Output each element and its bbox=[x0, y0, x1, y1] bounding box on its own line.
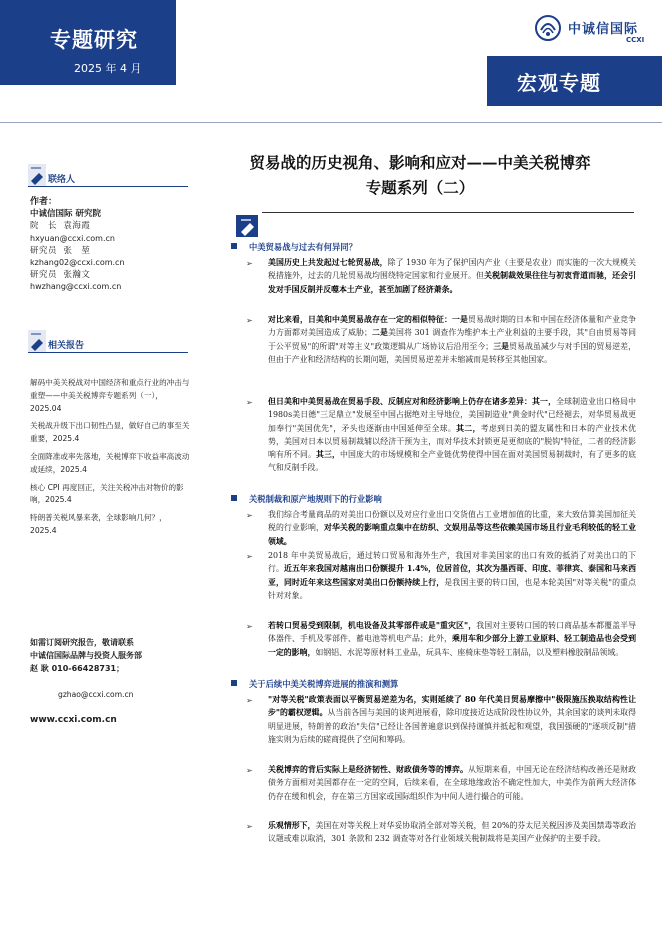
s3-p3-bold: 乐观情形下， bbox=[268, 821, 316, 830]
arrow-bullet-icon: ➢ bbox=[246, 696, 253, 705]
s2-p3-text: 我国对主要转口国的转口商品基本都覆盖半导体器件、手机及零部件、蓄电池等机电产品；此外， bbox=[268, 621, 636, 644]
contacts-icon bbox=[28, 164, 46, 186]
section-3-heading bbox=[231, 678, 398, 690]
arrow-bullet-icon: ➢ bbox=[246, 552, 253, 561]
s3-paragraph-3 bbox=[268, 819, 636, 846]
s3-p2-bold: 关税博弈的背后实际上是经济韧性、财政债务等的博弈。 bbox=[268, 765, 469, 774]
s2-p2-text2: 是我国主要的转口国，也是本轮美国"对等关税"的重点针对对象。 bbox=[268, 577, 636, 600]
brand-logo bbox=[534, 12, 656, 46]
section-2-title: 关税制裁和原产地规则下的行业影响 bbox=[249, 494, 382, 504]
brand-name: 中诚信国际 bbox=[568, 22, 639, 37]
related-heading bbox=[28, 330, 188, 352]
bullet-square-icon bbox=[231, 243, 237, 249]
contacts-block bbox=[30, 196, 190, 294]
arrow-bullet-icon: ➢ bbox=[246, 316, 253, 325]
arrow-bullet-icon: ➢ bbox=[246, 511, 253, 520]
person-role: 研究员 bbox=[30, 245, 58, 256]
section-1-heading bbox=[231, 241, 357, 253]
s1-paragraph-2 bbox=[268, 313, 636, 366]
institution: 中诚信国际 研究院 bbox=[30, 209, 101, 220]
author-label: 作者： bbox=[30, 197, 58, 207]
s1-p2-bold2: 二是 bbox=[371, 328, 389, 338]
bullet-square-icon bbox=[231, 680, 237, 686]
subscribe-block bbox=[30, 636, 190, 701]
s1-p2-bold: 对比来看，日美和中美贸易战存在一定的相似特征：一是 bbox=[268, 315, 469, 324]
arrow-bullet-icon: ➢ bbox=[246, 822, 253, 831]
subscribe-gap bbox=[30, 675, 190, 688]
related-report-item[interactable]: 解码中美关税战对中国经济和重点行业的冲击与重塑——中美关税博弈专题系列（一），2025.04 bbox=[30, 378, 190, 413]
related-report-item[interactable]: 全面降准或率先落地，关税博弈下收益率高波动或延续，2025.4 bbox=[30, 451, 190, 474]
arrow-bullet-icon: ➢ bbox=[246, 622, 253, 631]
bullet-square-icon bbox=[231, 495, 237, 501]
s1-p1-text: 除了 1930 年为了保护国内产业（主要是农业）而实施的一次大规模关税措施外，过去的几轮贸易战均围绕特定国家和行业展开。但 bbox=[268, 258, 636, 281]
website-link[interactable]: www.ccxi.com.cn bbox=[30, 715, 117, 725]
s2-p2-bold: 近五年来我国对越南出口份额提升 1.4%，位居首位，其次为墨西哥、印度、菲律宾、泰国和马来西亚，同时近年来这些国家对美出口份额持续上行， bbox=[268, 564, 636, 587]
s1-p3-text: 全球制造业出口格局中1980s美日德"三足鼎立"发展至中国占据绝对主导地位，美国制造业"黄金时代"已经褪去，对华贸易战更加奉行"美国优先"，矛头也逐渐由中国延伸至全球。 bbox=[268, 397, 636, 433]
s1-p1-bold: 美国历史上共发起过七轮贸易战， bbox=[268, 258, 388, 267]
arrow-bullet-icon: ➢ bbox=[246, 398, 253, 407]
person-email[interactable]: hxyuan@ccxi.com.cn bbox=[30, 233, 115, 243]
brand-en: CCXI bbox=[626, 36, 645, 44]
s1-p3-text3: 中国庞大的市场规模和全产业链优势使得中国在面对美国贸易制裁时，有了更多的底气和反制手段。 bbox=[268, 450, 636, 473]
related-reports bbox=[30, 377, 190, 543]
related-reports-icon bbox=[28, 330, 46, 352]
s3-paragraph-2 bbox=[268, 763, 636, 803]
s2-p1-bold: 对华关税的影响重点集中在纺织、文娱用品等这些依赖美国市场且行业毛利较低的轻工业领域。 bbox=[268, 523, 636, 546]
related-report-item[interactable]: 特朗普关税风暴来袭，全球影响几何？，2025.4 bbox=[30, 513, 167, 535]
person-1 bbox=[30, 220, 190, 232]
s2-paragraph-3 bbox=[268, 619, 636, 659]
contacts-heading-rule bbox=[28, 186, 188, 187]
s1-p2-text2: 美国将 301 调查作为维护本土产业利益的主要手段，其"自由贸易等同于公平贸易"的所谓"对等主义"政策逻辑从广场协议后沿用至今； bbox=[268, 328, 636, 351]
s1-paragraph-1 bbox=[268, 256, 636, 296]
s3-paragraph-1 bbox=[268, 693, 636, 746]
topic-banner bbox=[487, 56, 662, 106]
s2-p1-text: 我们综合考量商品的对美出口份额以及对应行业出口交货值占工业增加值的比重，来大致估算美国加征关税的行业影响， bbox=[268, 510, 636, 533]
section-1-title: 中美贸易战与过去有何异同？ bbox=[249, 242, 357, 252]
summary-top-rule bbox=[262, 212, 634, 213]
contacts-heading bbox=[28, 164, 188, 186]
s2-paragraph-1 bbox=[268, 508, 636, 548]
s2-p3-bold: 若转口贸易受到限制，机电设备及其零部件或是"重灾区"， bbox=[268, 621, 477, 630]
s1-p3-bold: 但日美和中美贸易战在贸易手段、反制应对和经济影响上仍存在诸多差异：其一， bbox=[268, 397, 557, 406]
person-3 bbox=[30, 269, 190, 281]
section-3-title: 关于后续中美关税博弈进展的推演和测算 bbox=[249, 679, 399, 689]
subscribe-line-1: 如需订阅研究报告，敬请联系 bbox=[30, 638, 134, 647]
s1-p3-bold3: 其三， bbox=[316, 450, 341, 460]
arrow-bullet-icon: ➢ bbox=[246, 766, 253, 775]
person-role: 研究员 bbox=[30, 270, 58, 281]
title-line-2: 专题系列（二） bbox=[365, 178, 475, 197]
s1-p3-text2: 考虑到日美的盟友属性和日本的产业技术优势，美国对日本以贸易制裁辅以经济干预为主，而对华技术封锁更是更彻底的"脱钩"特征，二者的经济影响有所不同。 bbox=[268, 423, 636, 460]
subscribe-contact: 赵 耿 010-66428731； bbox=[30, 664, 125, 673]
person-email[interactable]: hwzhang@ccxi.com.cn bbox=[30, 282, 122, 292]
s3-p1-bold: "对等关税"政策表面以平衡贸易逆差为名，实则延续了 80 年代美日贸易摩擦中"极限施压换取结构性让步"的霸权逻辑。 bbox=[268, 695, 636, 718]
contacts-heading-label: 联络人 bbox=[48, 175, 76, 185]
header-divider bbox=[0, 122, 662, 123]
title-line-1: 贸易战的历史视角、影响和应对——中美关税博弈 bbox=[249, 153, 591, 172]
section-2-heading bbox=[231, 493, 382, 505]
s2-p3-bold2: 乘用车和少部分上游工业原料、轻工制造品也会受到一定的影响， bbox=[268, 634, 636, 657]
s1-paragraph-3 bbox=[268, 395, 636, 475]
person-name: 袁海霞 bbox=[63, 221, 91, 232]
s3-p3-text: 美国在对等关税上对华妥协取消全部对等关税，但 20%的芬太尼关税因涉及美国禁毒等政治议题或难以取消，301 条款和 232 调查等对各行业领域关税制裁将是美国产业保护的主要手段。 bbox=[268, 821, 636, 844]
s1-p2-text: 贸易战时期的日本和中国在经济体量和产业竞争力方面都对美国造成了威胁； bbox=[268, 315, 636, 338]
person-email[interactable]: kzhang02@ccxi.com.cn bbox=[30, 258, 125, 268]
s2-paragraph-2 bbox=[268, 549, 636, 602]
brand-logo-icon bbox=[534, 14, 562, 42]
page-title bbox=[200, 150, 640, 200]
report-type: 专题研究 bbox=[50, 28, 138, 52]
s1-p1-bold2: 关税制裁效果往往与初衷背道而驰，还会引发对手国反制并反噬本土产业，甚至加剧了经济萧条。 bbox=[268, 271, 636, 294]
section-marker-icon bbox=[236, 215, 258, 237]
related-report-item[interactable]: 关税战升级下出口韧性凸显，做好自己的事至关重要，2025.4 bbox=[30, 421, 190, 444]
subscribe-line-2: 中诚信国际品牌与投资人服务部 bbox=[30, 651, 142, 660]
related-heading-label: 相关报告 bbox=[48, 341, 85, 351]
person-role: 院 长 bbox=[30, 221, 58, 232]
s1-p2-bold3: 三是 bbox=[493, 341, 510, 351]
s2-p3-text2: 如钢铝、水泥等原材料工业品，玩具车、座椅床垫等轻工制品，以及塑料橡胶制品领域。 bbox=[315, 647, 624, 657]
arrow-bullet-icon: ➢ bbox=[246, 259, 253, 268]
related-report-item[interactable]: 核心 CPI 再度回正，关注关税冲击对物价的影响，2025.4 bbox=[30, 482, 184, 505]
related-heading-rule bbox=[28, 352, 188, 353]
s2-p2-text: 2018 年中美贸易战后，通过转口贸易和海外生产，我国对非美国家的出口有效的抵消了对美出口的下行。 bbox=[268, 551, 636, 574]
s1-p2-text3: 贸易战虽减少与对手国的贸易逆差，但由于产业和经济结构的长期问题，美国贸易逆差并未缩减而是转移至其他国家。 bbox=[268, 341, 636, 364]
person-2 bbox=[30, 245, 190, 257]
s3-p1-text: 从当前各国与美国的谈判进展看，除印度接近达成阶段性协议外，其余国家的谈判未取得明显进展，特朗普的政治"失信"已经让各国普遍意识到保持谨慎并抵起和观望，我国强硬的"逐项反制"措施实则为后续的磋商提供了空间和筹码。 bbox=[268, 708, 636, 744]
subscribe-email[interactable]: gzhao@ccxi.com.cn bbox=[58, 690, 134, 699]
person-name: 张瀚文 bbox=[63, 270, 91, 281]
s3-p2-text: 从短期来看，中国无论在经济结构改善还是财政债务方面相对美国都存在一定的空间，后续来看，在全球地缘政治不确定性加大，中美作为前两大经济体仍存在缓和机会，存在第三方国家或国际组织作为中间人进行撮合的可能。 bbox=[268, 765, 636, 801]
topic-label: 宏观专题 bbox=[517, 71, 601, 95]
s1-p3-bold2: 其二， bbox=[456, 423, 481, 433]
person-name: 张 堃 bbox=[63, 245, 91, 256]
header-banner bbox=[0, 0, 176, 85]
report-date: 2025 年 4 月 bbox=[74, 62, 142, 75]
